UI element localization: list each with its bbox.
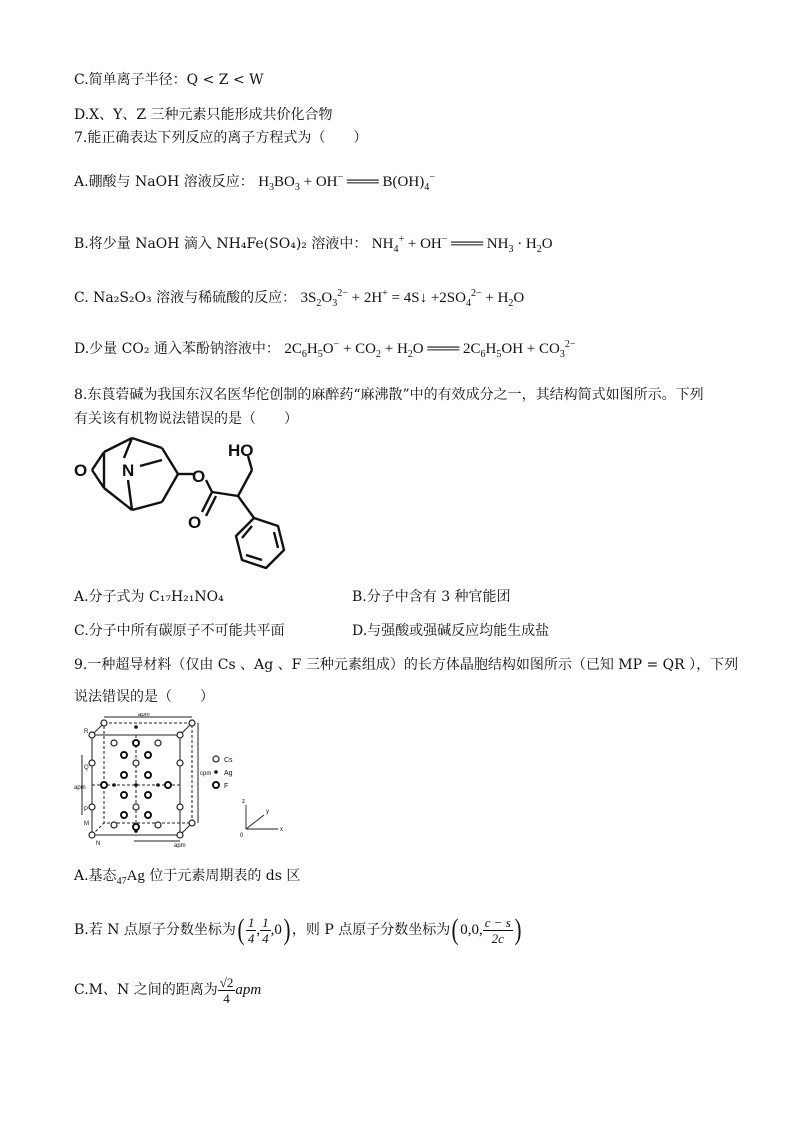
- q8-option-b: B.分子中含有 3 种官能团: [352, 589, 511, 605]
- q7-option-d-label: D.少量 CO₂ 通入苯酚钠溶液中：: [74, 341, 280, 357]
- q7-stem: 7.能正确表达下列反应的离子方程式为（ ）: [74, 130, 368, 146]
- q7-option-a-label: A.硼酸与 NaOH 溶液反应：: [74, 174, 254, 190]
- q7-option-b-label: B.将少量 NaOH 滴入 NH₄Fe(SO₄)₂ 溶液中：: [74, 236, 368, 252]
- q8-option-c: C.分子中所有碳原子不可能共平面: [74, 623, 285, 639]
- q7-option-a: [74, 172, 435, 192]
- structure-ho: HO: [228, 441, 254, 460]
- legend-f: F: [224, 783, 229, 790]
- q9-option-b: B.若 N 点原子分数坐标为( $\frac{1}{4}$ , $\frac{1}{4}$ ,0) ，则 P 点原子分数坐标为( 0,0, $\frac{c - s}{2c}$ ): [74, 913, 522, 946]
- q8-option-a: A.分子式为 C₁₇H₂₁NO₄: [74, 589, 224, 605]
- q7-option-c-label: C. Na₂S₂O₃ 溶液与稀硫酸的反应：: [74, 290, 297, 306]
- q9-option-a-pre: A.基态: [74, 868, 117, 884]
- q9-option-a: [74, 866, 300, 886]
- q6-option-d: D.X、Y、Z 三种元素只能形成共价化合物: [74, 107, 333, 123]
- q8-stem-line2: 有关该有机物说法错误的是（ ）: [74, 411, 298, 427]
- q6-option-c: C.简单离子半径：Q < Z < W: [74, 72, 264, 88]
- q7-option-d-equation: $2C_6H_5O^- + CO_2 + H_2O$ ═══ $2C_6H_5OH + CO_3^{2-}$: [284, 339, 576, 360]
- q9-option-b-mid: ，则 P 点原子分数坐标为: [291, 922, 451, 938]
- structure-ester-o: O: [192, 467, 206, 486]
- structure-nitrogen: N: [122, 461, 135, 480]
- q7-option-c-equation: $3S_2O_3^{2-} + 2H^+$ = 4S↓ $+2SO_4^{2-} + H_2O$: [300, 288, 525, 309]
- q9-stem-line1: 9.一种超导材料（仅由 Cs 、Ag 、F 三种元素组成）的长方体晶胞结构如图所示（已知 MP = QR ），下列: [74, 657, 739, 673]
- fig-label-p: P: [84, 807, 89, 813]
- q7-option-b-equation: $NH_4^+ + OH^-$ ═══ $NH_3 \cdot H_2O$: [371, 234, 553, 255]
- structure-epoxide-o: O: [74, 461, 88, 480]
- crystal-axes: [246, 805, 278, 829]
- axis-x: x: [280, 827, 283, 833]
- q9-stem-line2: 说法错误的是（ ）: [74, 689, 214, 705]
- q9-option-a-element: $_{47}$Ag: [116, 868, 145, 887]
- q9-option-b-pre: B.若 N 点原子分数坐标为: [74, 922, 236, 938]
- axis-y: y: [266, 809, 269, 815]
- q7-option-d: [74, 339, 575, 359]
- legend-ag: Ag: [224, 770, 233, 777]
- legend-cs: Cs: [224, 757, 233, 764]
- q8-stem-line1: 8.东莨菪碱为我国东汉名医华佗创制的麻醉药“麻沸散”中的有效成分之一，其结构简式如图所示。下列: [74, 387, 704, 403]
- fig-label-left-a: apm: [74, 785, 86, 791]
- crystal-cell-figure: [74, 713, 304, 848]
- q9-option-c-pre: C.M、N 之间的距离为: [74, 982, 218, 998]
- fig-label-r: R: [84, 729, 89, 735]
- crystal-legend: [213, 756, 233, 790]
- q9-option-a-post: 位于元素周期表的 ds 区: [149, 868, 301, 884]
- fig-label-n: N: [96, 841, 101, 847]
- fig-label-top-a: apm: [138, 713, 150, 718]
- q7-option-c: [74, 288, 524, 308]
- q9-option-c: C.M、N 之间的距离为 $\frac{√2}{4}$ apm: [74, 974, 262, 1006]
- q7-option-b: [74, 234, 553, 254]
- fig-label-m: M: [84, 821, 89, 827]
- structure-carbonyl-o: O: [188, 513, 202, 532]
- fig-label-q: Q: [84, 765, 89, 771]
- q8-option-d: D.与强酸或强碱反应均能生成盐: [352, 623, 550, 639]
- axis-origin: 0: [240, 833, 244, 839]
- fig-label-right-c: cpm: [200, 771, 212, 777]
- axis-z: z: [242, 799, 245, 805]
- fig-label-bottom-a: apm: [174, 843, 186, 848]
- q7-option-a-equation: $H_3BO_3 + OH^-$ ═══ $B(OH)_4^-$: [258, 172, 435, 193]
- scopolamine-structure: [70, 430, 310, 580]
